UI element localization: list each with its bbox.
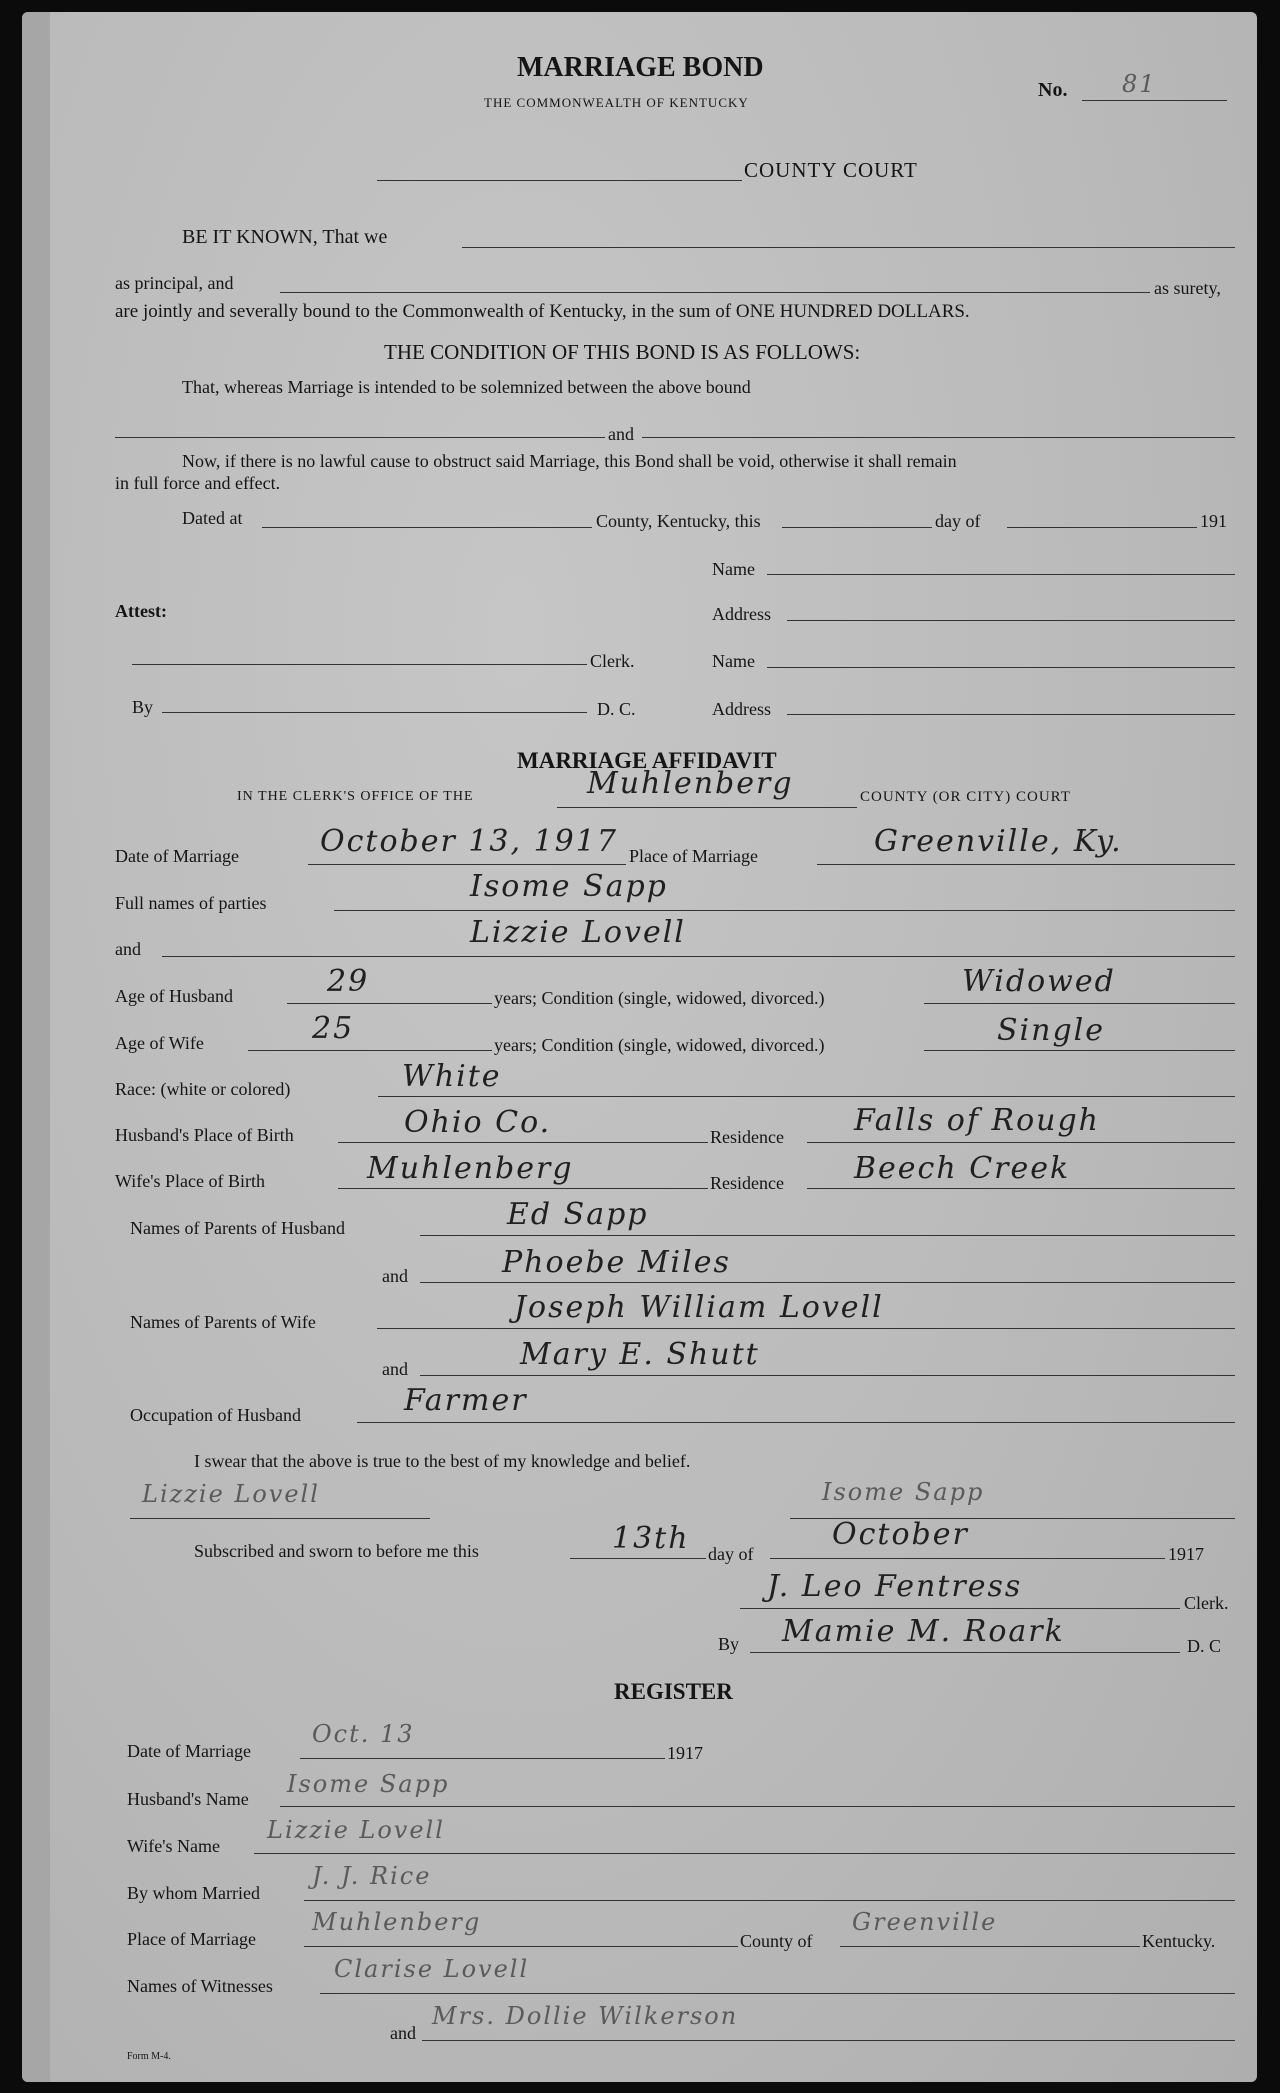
bond-number-value: 81 <box>1122 70 1157 98</box>
reg-date-line <box>300 1758 665 1759</box>
parents-husband-label: Names of Parents of Husband <box>130 1218 345 1238</box>
register-title: REGISTER <box>614 1679 733 1704</box>
condition-husband-line <box>924 1003 1235 1004</box>
aff-date-label: Date of Marriage <box>115 846 239 866</box>
husband-birth-label: Husband's Place of Birth <box>115 1125 294 1145</box>
binding-edge <box>22 12 50 2082</box>
surety-address-label-1: Address <box>712 604 771 624</box>
reg-county-line <box>840 1946 1140 1947</box>
husband-father-line <box>420 1235 1235 1236</box>
party-b-line <box>642 437 1235 438</box>
husband-residence-value: Falls of Rough <box>854 1103 1100 1138</box>
deputy-signature: Mamie M. Roark <box>782 1614 1065 1649</box>
age-husband-line <box>287 1003 492 1004</box>
wife-birth-line <box>338 1188 708 1189</box>
reg-husband-line <box>280 1806 1235 1807</box>
wife-residence-line <box>807 1188 1235 1189</box>
as-principal-label: as principal, and <box>115 273 234 293</box>
be-it-known: BE IT KNOWN, That we <box>182 226 388 248</box>
bond-title: MARRIAGE BOND <box>517 52 764 83</box>
wife-signature-line <box>130 1518 430 1519</box>
reg-date-value: Oct. 13 <box>312 1720 415 1748</box>
age-husband-value: 29 <box>327 964 370 999</box>
clerk-signature: J. Leo Fentress <box>767 1569 1023 1604</box>
condition-husband-value: Widowed <box>962 964 1116 999</box>
attest-label: Attest: <box>115 601 167 621</box>
subscribed-text: Subscribed and sworn to before me this <box>194 1541 479 1561</box>
now-if-text-2: in full force and effect. <box>115 473 281 493</box>
age-wife-line <box>248 1050 492 1051</box>
race-label: Race: (white or colored) <box>115 1079 291 1099</box>
wife-father-value: Joseph William Lovell <box>514 1290 884 1325</box>
affidavit-office-prefix: IN THE CLERK'S OFFICE OF THE <box>237 789 474 804</box>
surety-name-label-2: Name <box>712 651 755 671</box>
wife-mother-value: Mary E. Shutt <box>520 1337 760 1372</box>
aff-by-label: By <box>718 1634 740 1654</box>
deputy-signature-line <box>750 1652 1180 1653</box>
bond-number-line <box>1082 100 1227 101</box>
aff-place-label: Place of Marriage <box>629 846 758 866</box>
aff-date-line <box>308 864 626 865</box>
form-number: Form M-4. <box>127 2051 171 2062</box>
wife-mother-line <box>420 1375 1235 1376</box>
aff-place-line <box>817 864 1235 865</box>
husband-residence-label: Residence <box>710 1127 784 1147</box>
affidavit-office-suffix: COUNTY (OR CITY) COURT <box>860 789 1071 805</box>
reg-place-value: Muhlenberg <box>312 1908 482 1936</box>
wife-residence-label: Residence <box>710 1173 784 1193</box>
bond-subtitle: THE COMMONWEALTH OF KENTUCKY <box>484 95 749 110</box>
occupation-line <box>357 1422 1235 1423</box>
county-ky-this: County, Kentucky, this <box>596 511 761 531</box>
race-value: White <box>402 1059 502 1094</box>
reg-place-line <box>304 1946 738 1947</box>
sworn-day-line <box>570 1558 706 1559</box>
condition-wife-value: Single <box>997 1013 1106 1048</box>
race-line <box>378 1096 1235 1097</box>
wife-signature: Lizzie Lovell <box>142 1480 320 1508</box>
as-surety-label: as surety, <box>1154 278 1221 298</box>
principal-names-line <box>462 247 1235 248</box>
surety-name-line-1 <box>767 574 1235 575</box>
wife-residence-value: Beech Creek <box>854 1151 1071 1186</box>
condition-heading: THE CONDITION OF THIS BOND IS AS FOLLOWS: <box>384 340 861 364</box>
sworn-year-value: 1917 <box>1168 1544 1204 1564</box>
sworn-month-value: October <box>832 1517 969 1552</box>
surety-address-line-1 <box>787 620 1235 621</box>
jointly-bound-text: are jointly and severally bound to the Commonwealth of Kentucky, in the sum of ONE HUNDRED DOLLARS. <box>115 301 970 322</box>
surety-name-line-2 <box>767 667 1235 668</box>
reg-by-whom-value: J. J. Rice <box>312 1862 432 1890</box>
reg-witness2-value: Mrs. Dollie Wilkerson <box>432 2002 739 2030</box>
sworn-day-of: day of <box>708 1544 754 1564</box>
dated-at-line <box>262 527 592 528</box>
bond-clerk-label: Clerk. <box>590 651 635 671</box>
now-if-text-1: Now, if there is no lawful cause to obstruct said Marriage, this Bond shall be void, otherwise it shall remain <box>182 451 957 471</box>
affidavit-county-value: Muhlenberg <box>587 766 794 801</box>
husband-father-value: Ed Sapp <box>507 1197 649 1232</box>
day-of-label: day of <box>935 511 981 531</box>
party2-value: Lizzie Lovell <box>470 915 686 950</box>
parents-wife-label: Names of Parents of Wife <box>130 1312 316 1332</box>
age-wife-label: Age of Wife <box>115 1033 204 1053</box>
party-a-line <box>115 437 605 438</box>
affidavit-title: MARRIAGE AFFIDAVIT <box>517 748 777 773</box>
county-court-line <box>377 180 742 181</box>
occupation-value: Farmer <box>404 1383 528 1418</box>
wife-father-line <box>377 1328 1235 1329</box>
reg-witnesses-and: and <box>390 2023 416 2043</box>
age-husband-label: Age of Husband <box>115 986 233 1006</box>
sworn-day-value: 13th <box>612 1521 690 1556</box>
day-line <box>782 527 932 528</box>
reg-date-label: Date of Marriage <box>127 1741 251 1761</box>
wife-birth-label: Wife's Place of Birth <box>115 1171 265 1191</box>
years-condition-husband: years; Condition (single, widowed, divorced.) <box>494 988 825 1008</box>
reg-year-value: 1917 <box>667 1743 703 1763</box>
husband-mother-value: Phoebe Miles <box>502 1245 731 1280</box>
clerk-signature-line <box>740 1608 1180 1609</box>
husband-signature: Isome Sapp <box>822 1478 985 1506</box>
reg-husband-value: Isome Sapp <box>287 1770 450 1798</box>
bond-dc-label: D. C. <box>597 699 636 719</box>
reg-by-whom-line <box>304 1900 1235 1901</box>
surety-address-line-2 <box>787 714 1235 715</box>
bond-by-label: By <box>132 697 154 717</box>
affidavit-county-line <box>557 807 857 808</box>
age-wife-value: 25 <box>312 1011 355 1046</box>
reg-by-whom-label: By whom Married <box>127 1883 260 1903</box>
reg-witness2-line <box>422 2040 1235 2041</box>
condition-wife-line <box>924 1050 1235 1051</box>
occupation-label: Occupation of Husband <box>130 1405 301 1425</box>
aff-dc-label: D. C <box>1187 1636 1222 1656</box>
aff-date-value: October 13, 1917 <box>320 824 618 859</box>
reg-wife-line <box>254 1853 1235 1854</box>
bond-number-label: No. <box>1038 79 1068 101</box>
surety-address-label-2: Address <box>712 699 771 719</box>
wife-birth-value: Muhlenberg <box>367 1151 574 1186</box>
wife-parents-and: and <box>382 1359 408 1379</box>
husband-birth-value: Ohio Co. <box>404 1105 552 1140</box>
aff-clerk-label: Clerk. <box>1184 1593 1229 1613</box>
party1-line <box>334 910 1235 911</box>
parties-and-label: and <box>115 939 141 959</box>
reg-place-label: Place of Marriage <box>127 1929 256 1949</box>
husband-residence-line <box>807 1142 1235 1143</box>
reg-county-of-label: County of <box>740 1931 813 1951</box>
sworn-month-line <box>770 1558 1165 1559</box>
years-condition-wife: years; Condition (single, widowed, divorced.) <box>494 1035 825 1055</box>
reg-husband-label: Husband's Name <box>127 1789 249 1809</box>
dated-at-label: Dated at <box>182 508 243 528</box>
party2-line <box>162 956 1235 957</box>
marriage-bond-document <box>22 12 1257 2082</box>
surety-line <box>280 292 1150 293</box>
swear-statement: I swear that the above is true to the best of my knowledge and belief. <box>194 1451 691 1471</box>
that-whereas-text: That, whereas Marriage is intended to be solemnized between the above bound <box>182 377 751 397</box>
surety-name-label-1: Name <box>712 559 755 579</box>
bond-and: and <box>608 424 634 444</box>
reg-witnesses-label: Names of Witnesses <box>127 1976 273 1996</box>
reg-kentucky: Kentucky. <box>1142 1931 1216 1951</box>
husband-mother-line <box>420 1282 1235 1283</box>
month-line <box>1007 527 1197 528</box>
reg-witness1-value: Clarise Lovell <box>334 1955 530 1983</box>
reg-witness1-line <box>320 1993 1235 1994</box>
husband-parents-and: and <box>382 1266 408 1286</box>
reg-wife-value: Lizzie Lovell <box>267 1816 445 1844</box>
party1-value: Isome Sapp <box>470 869 668 904</box>
husband-birth-line <box>338 1142 708 1143</box>
aff-place-value: Greenville, Ky. <box>874 824 1123 859</box>
year-prefix: 191 <box>1200 511 1227 531</box>
clerk-line <box>132 664 587 665</box>
deputy-clerk-line <box>162 712 587 713</box>
full-names-label: Full names of parties <box>115 893 267 913</box>
county-court-label: COUNTY COURT <box>744 158 918 182</box>
reg-wife-label: Wife's Name <box>127 1836 220 1856</box>
reg-county-value: Greenville <box>852 1908 998 1936</box>
